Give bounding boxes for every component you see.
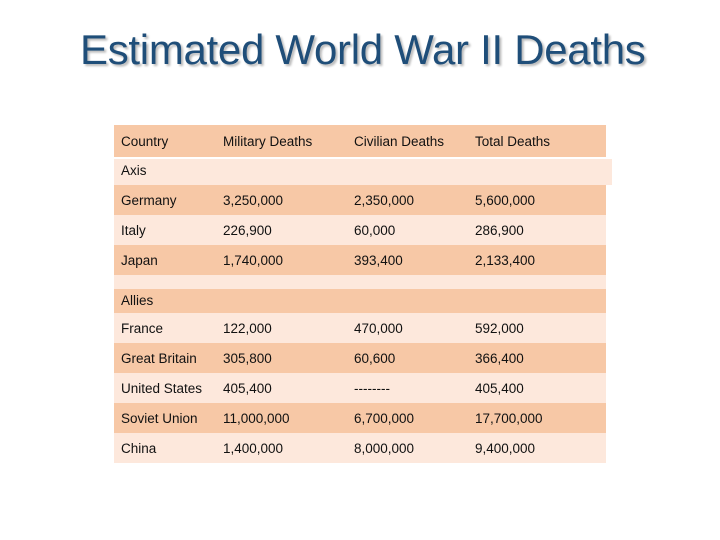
civilian-deaths-cell: 6,700,000 (354, 411, 415, 426)
table-header-row (114, 125, 606, 157)
table-row (114, 433, 606, 463)
country-cell: Japan (121, 253, 158, 268)
country-cell: China (121, 441, 157, 456)
military-deaths-cell: 405,400 (223, 381, 272, 396)
country-cell: Germany (121, 193, 177, 208)
total-deaths-cell: 286,900 (475, 223, 524, 238)
military-deaths-cell: 11,000,000 (223, 411, 290, 426)
page-title: Estimated World War II Deaths (80, 26, 646, 73)
table-row (114, 343, 606, 373)
civilian-deaths-cell: 393,400 (354, 253, 403, 268)
group-row-axis (114, 157, 606, 185)
total-deaths-cell: 9,400,000 (475, 441, 536, 456)
table-row (114, 313, 606, 343)
group-label: Allies (121, 293, 154, 308)
table-row (114, 185, 606, 215)
military-deaths-cell: 1,400,000 (223, 441, 284, 456)
table-row (114, 215, 606, 245)
column-header-civilian-deaths: Civilian Deaths (354, 134, 445, 149)
military-deaths-cell: 3,250,000 (223, 193, 284, 208)
total-deaths-cell: 592,000 (475, 321, 524, 336)
group-row-allies (114, 289, 606, 313)
total-deaths-cell: 405,400 (475, 381, 524, 396)
civilian-deaths-cell: -------- (354, 381, 390, 396)
civilian-deaths-cell: 60,000 (354, 223, 396, 238)
total-deaths-cell: 366,400 (475, 351, 524, 366)
country-cell: United States (121, 381, 203, 396)
civilian-deaths-cell: 2,350,000 (354, 193, 415, 208)
column-header-country: Country (121, 134, 169, 149)
column-header-total-deaths: Total Deaths (475, 134, 551, 149)
country-cell: Soviet Union (121, 411, 198, 426)
table-row (114, 403, 606, 433)
group-spacer (114, 275, 606, 289)
military-deaths-cell: 122,000 (223, 321, 272, 336)
civilian-deaths-cell: 60,600 (354, 351, 396, 366)
deaths-table (114, 125, 606, 463)
total-deaths-cell: 5,600,000 (475, 193, 536, 208)
civilian-deaths-cell: 470,000 (354, 321, 403, 336)
group-label: Axis (121, 163, 147, 178)
civilian-deaths-cell: 8,000,000 (354, 441, 415, 456)
military-deaths-cell: 226,900 (223, 223, 272, 238)
country-cell: France (121, 321, 164, 336)
military-deaths-cell: 1,740,000 (223, 253, 284, 268)
military-deaths-cell: 305,800 (223, 351, 272, 366)
table-row (114, 245, 606, 275)
total-deaths-cell: 2,133,400 (475, 253, 536, 268)
column-header-military-deaths: Military Deaths (223, 134, 313, 149)
table-row (114, 373, 606, 403)
country-cell: Great Britain (121, 351, 197, 366)
country-cell: Italy (121, 223, 146, 238)
total-deaths-cell: 17,700,000 (475, 411, 543, 426)
